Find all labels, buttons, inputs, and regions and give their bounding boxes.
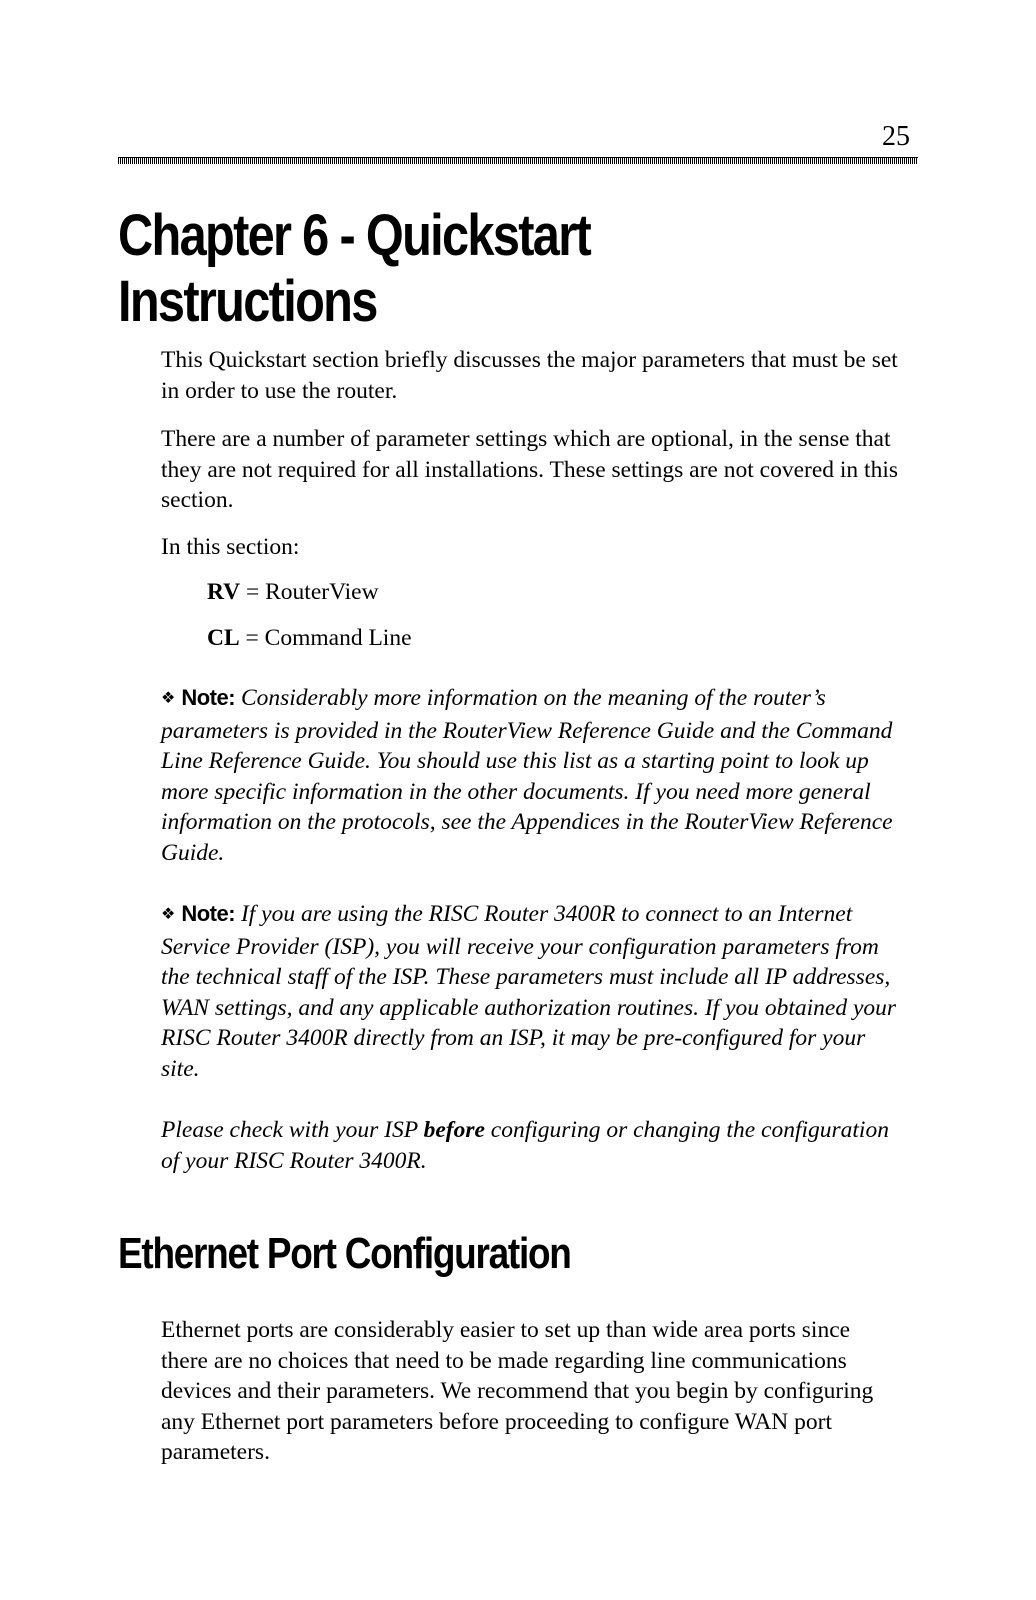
note-reference-guides <box>161 683 901 868</box>
ethernet-paragraph: Ethernet ports are considerably easier to set up than wide area ports since there are no choices that need to be made regarding line communications devices and their parameters. We recommend that you begin by configuring any Ethernet port parameters before proceeding to configure WAN port parameters. <box>161 1317 874 1465</box>
chapter-title <box>118 203 790 335</box>
note-text: If you are using the RISC Router 3400R to connect to an Internet Service Provider (ISP), you will receive your configuration parameters from the technical staff of the ISP. These parameters must include all IP addresses, WAN settings, and any applicable authorization routines. If you obtained your RISC Router 3400R directly from an ISP, it may be pre-configured for your site. <box>161 901 897 1082</box>
chapter-title-line-1: Chapter 6 - Quickstart <box>118 203 591 268</box>
definition-key: RV <box>207 579 241 605</box>
section-heading: Ethernet Port Configuration <box>118 1229 571 1278</box>
diamond-bullet-icon: ❖ <box>161 688 176 707</box>
definition-value: = Command Line <box>239 625 412 651</box>
diamond-bullet-icon: ❖ <box>161 904 176 923</box>
isp-check-paragraph <box>161 1115 901 1176</box>
definition-key: CL <box>207 625 240 651</box>
definition-value: = RouterView <box>240 579 379 605</box>
note-text: Considerably more information on the meaning of the router’s parameters is provided in the RouterView Reference Guide and the Command Line Reference Guide. You should use this list as a starting point to look up more specific information in the other documents. If you need more general information on the protocols, see the Appendices in the RouterView Reference Guide. <box>161 685 893 866</box>
isp-check-emphasis: before <box>423 1117 485 1143</box>
note-label: Note: <box>181 685 236 710</box>
isp-check-after: configuring or changing the configuration of your RISC Router 3400R. <box>161 1117 889 1174</box>
intro-paragraph-3: In this section: <box>161 534 300 560</box>
header-rule <box>118 157 918 164</box>
chapter-title-line-2: Instructions <box>118 269 377 334</box>
definition-rv <box>207 577 947 608</box>
isp-check-before: Please check with your ISP <box>161 1117 424 1143</box>
definition-cl <box>207 623 947 654</box>
note-label: Note: <box>181 901 236 926</box>
page-number: 25 <box>882 121 910 152</box>
note-isp-configuration <box>161 899 901 1084</box>
intro-paragraph-1: This Quickstart section briefly discusses the major parameters that must be set in order to use the router. <box>161 347 898 404</box>
intro-paragraph-2: There are a number of parameter settings which are optional, in the sense that they are not required for all installations. These settings are not covered in this section. <box>161 426 898 513</box>
